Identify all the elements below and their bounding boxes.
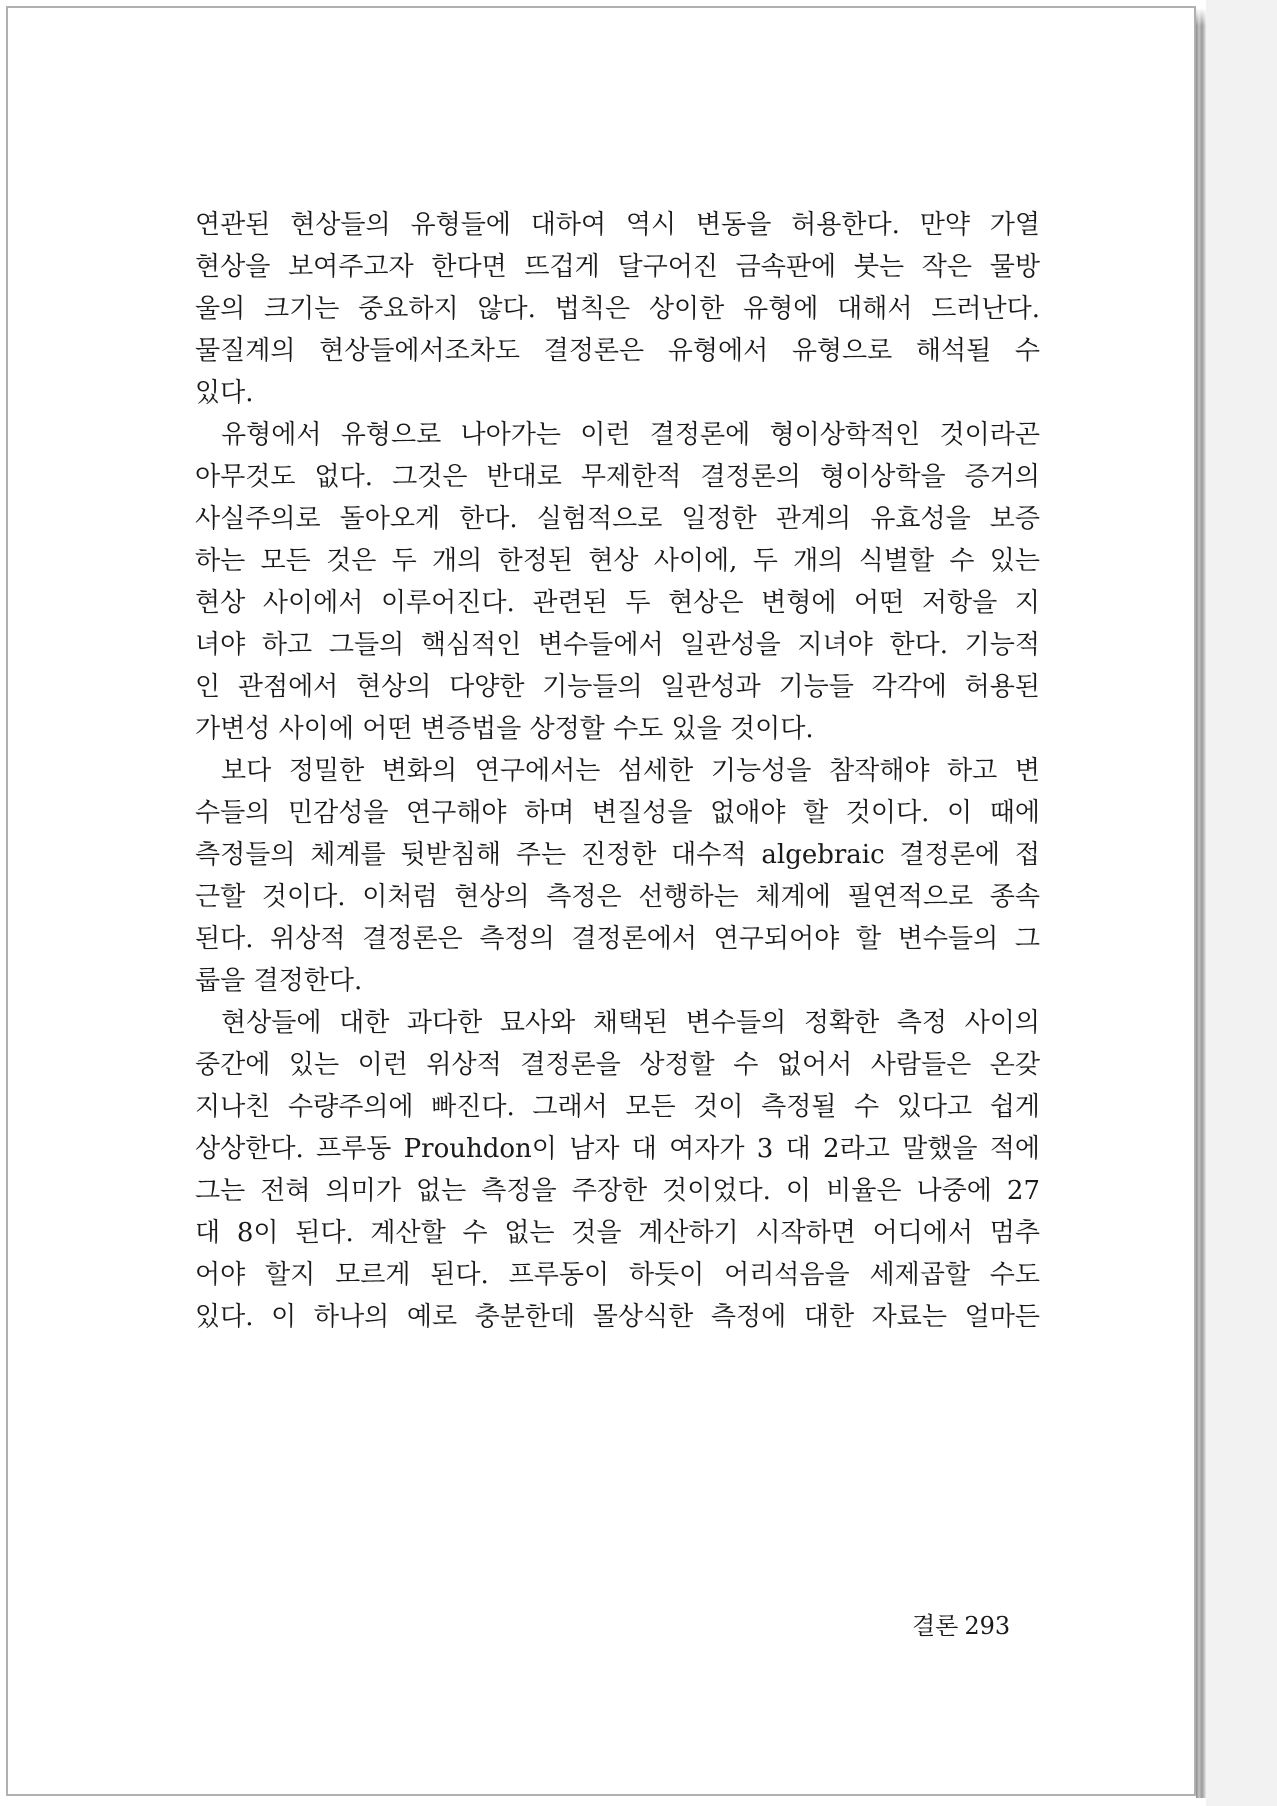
footer-section-title: 결론 [912, 1612, 959, 1640]
text-line: 유형에서 유형으로 나아가는 이런 결정론에 형이상학적인 것이라곤 [221, 420, 1040, 450]
text-line: 측정들의 체계를 뒷받침해 주는 진정한 대수적 algebraic 결정론에 접 [195, 840, 1040, 870]
running-footer [912, 1606, 1010, 1646]
text-line: 연관된 현상들의 유형들에 대하여 역시 변동을 허용한다. 만약 가열 [195, 210, 1040, 240]
text-line: 중간에 있는 이런 위상적 결정론을 상정할 수 없어서 사람들은 온갖 [195, 1050, 1040, 1080]
text-line: 물질계의 현상들에서조차도 결정론은 유형에서 유형으로 해석될 수 [195, 336, 1040, 366]
text-line: 대 8이 된다. 계산할 수 없는 것을 계산하기 시작하면 어디에서 멈추 [195, 1218, 1040, 1248]
text-line: 인 관점에서 현상의 다양한 기능들의 일관성과 기능들 각각에 허용된 [195, 672, 1040, 702]
text-line: 있다. [195, 378, 254, 408]
text-line: 사실주의로 돌아오게 한다. 실험적으로 일정한 관계의 유효성을 보증 [195, 504, 1040, 534]
text-line: 룹을 결정한다. [195, 966, 363, 996]
text-line: 울의 크기는 중요하지 않다. 법칙은 상이한 유형에 대해서 드러난다. [195, 294, 1040, 324]
text-line: 있다. 이 하나의 예로 충분한데 몰상식한 측정에 대한 자료는 얼마든 [195, 1302, 1040, 1332]
text-line: 현상들에 대한 과다한 묘사와 채택된 변수들의 정확한 측정 사이의 [221, 1008, 1040, 1038]
page-number: 293 [964, 1612, 1011, 1640]
document-page [6, 6, 1196, 1796]
text-line: 상상한다. 프루동 Prouhdon이 남자 대 여자가 3 대 2라고 말했을 적에 [195, 1134, 1040, 1164]
page-edge-shadow [1196, 8, 1206, 1798]
text-line: 현상 사이에서 이루어진다. 관련된 두 현상은 변형에 어떤 저항을 지 [195, 588, 1040, 618]
viewer-background [1206, 0, 1277, 1806]
text-line: 수들의 민감성을 연구해야 하며 변질성을 없애야 할 것이다. 이 때에 [195, 798, 1040, 828]
text-line: 그는 전혀 의미가 없는 측정을 주장한 것이었다. 이 비율은 나중에 27 [195, 1176, 1040, 1206]
text-line: 하는 모든 것은 두 개의 한정된 현상 사이에, 두 개의 식별할 수 있는 [195, 546, 1040, 576]
text-line: 근할 것이다. 이처럼 현상의 측정은 선행하는 체계에 필연적으로 종속 [195, 882, 1040, 912]
page-edge-highlight [1196, 8, 1206, 26]
text-line: 가변성 사이에 어떤 변증법을 상정할 수도 있을 것이다. [195, 714, 814, 744]
text-line: 지나친 수량주의에 빠진다. 그래서 모든 것이 측정될 수 있다고 쉽게 [195, 1092, 1040, 1122]
text-line: 아무것도 없다. 그것은 반대로 무제한적 결정론의 형이상학을 증거의 [195, 462, 1040, 492]
body-text [195, 204, 1040, 1338]
text-line: 녀야 하고 그들의 핵심적인 변수들에서 일관성을 지녀야 한다. 기능적 [195, 630, 1040, 660]
text-line: 보다 정밀한 변화의 연구에서는 섬세한 기능성을 참작해야 하고 변 [221, 756, 1040, 786]
text-line: 된다. 위상적 결정론은 측정의 결정론에서 연구되어야 할 변수들의 그 [195, 924, 1040, 954]
text-line: 현상을 보여주고자 한다면 뜨겁게 달구어진 금속판에 붓는 작은 물방 [195, 252, 1040, 282]
text-line: 어야 할지 모르게 된다. 프루동이 하듯이 어리석음을 세제곱할 수도 [195, 1260, 1040, 1290]
